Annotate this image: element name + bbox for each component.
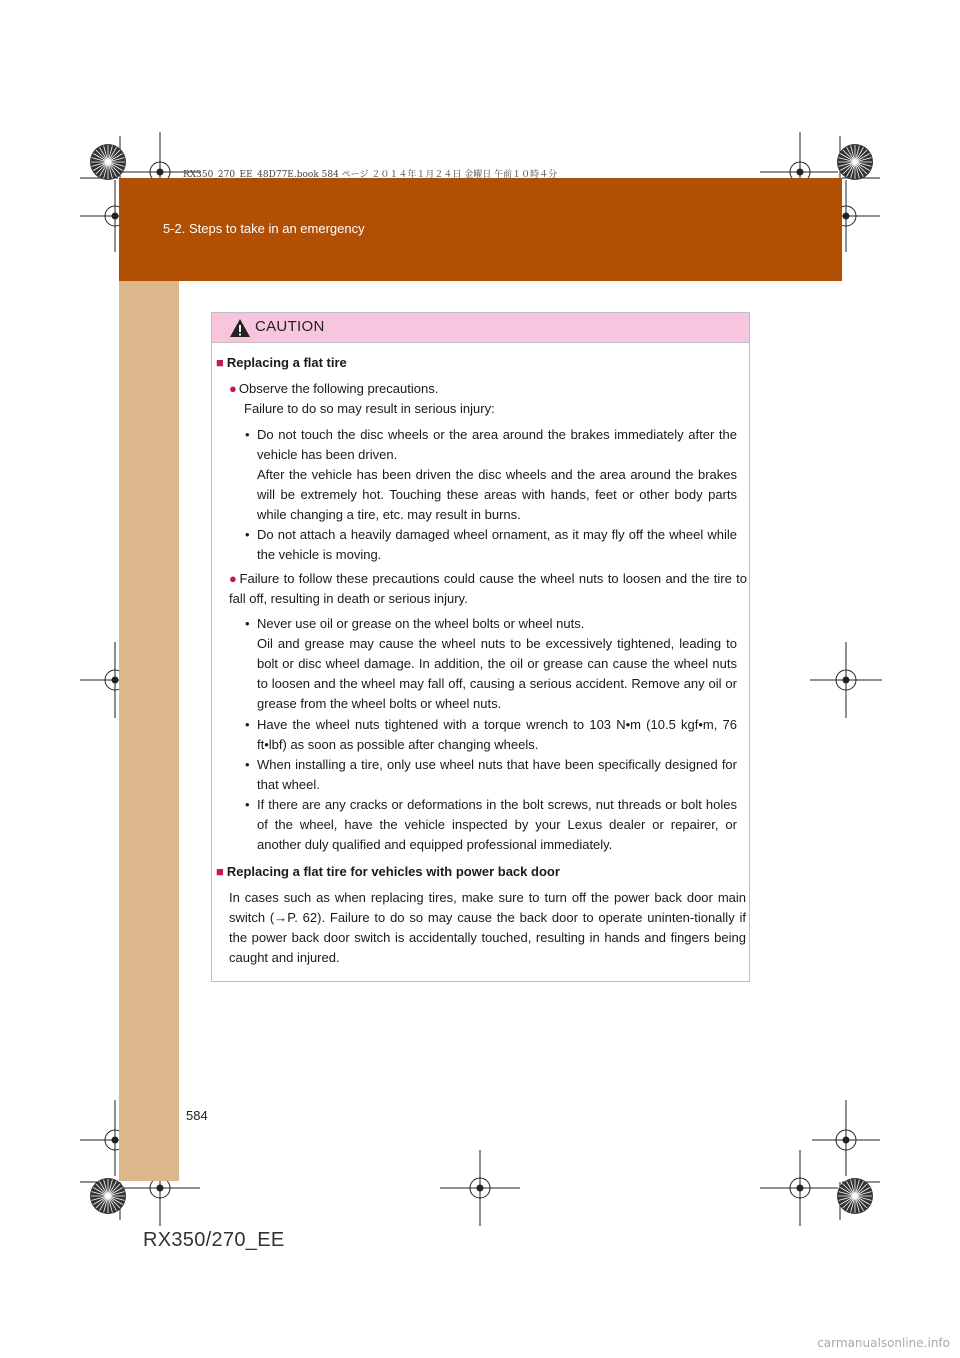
model-code: RX350/270_EE [143, 1229, 285, 1251]
caution-box [211, 312, 750, 982]
list-item: • If there are any cracks or deformations in the bolt screws, nut threads or bolt holes of the wheel, have the vehicle inspected by your Lexus dealer or repairer, or another duly qualified and equipped professional immediately. [245, 797, 737, 852]
square-bullet-icon: ■ [216, 864, 224, 879]
section-heading: ■ Replacing a flat tire for vehicles with power back door [216, 864, 560, 879]
list-item: • When installing a tire, only use wheel nuts that have been specifically designed for that wheel. [245, 757, 737, 792]
list-item: • Do not touch the disc wheels or the area around the brakes immediately after the vehicle has been driven. After the vehicle has been driven the disc wheels and the area around the brakes will be extremely hot. Touching these areas with hands, feet or other body parts while changing a tire, etc. may result in burns. [245, 427, 737, 522]
precaution-point: ● Observe the following precautions. Failure to do so may result in serious injury: [229, 381, 495, 416]
list-item: • Have the wheel nuts tightened with a torque wrench to 103 N•m (10.5 kgf•m, 76 ft•lbf) as soon as possible after changing wheels. [245, 717, 737, 752]
circle-bullet-icon: ● [229, 571, 238, 586]
caution-title: CAUTION [255, 318, 325, 335]
section-body: In cases such as when replacing tires, make sure to turn off the power back door main switch (→P. 62). Failure to do so may cause the back door to operate uninten-tionally if the power back door switch is accidentally touched, resulting in hands and fingers being caught and injured. [229, 890, 746, 965]
square-bullet-icon: ■ [216, 355, 224, 370]
warning-triangle-icon [229, 318, 251, 338]
caution-header [212, 313, 749, 343]
list-item: • Do not attach a heavily damaged wheel ornament, as it may fly off the wheel while the vehicle is moving. [245, 527, 737, 562]
circle-bullet-icon: ● [229, 381, 237, 396]
side-tab-strip [119, 281, 179, 1181]
page-number: 584 [186, 1108, 208, 1123]
book-meta: RX350_270_EE_48D77E.book 584 ページ ２０１４年１月２４日 金曜日 午前１０時４分 [183, 170, 558, 180]
list-item: • Never use oil or grease on the wheel bolts or wheel nuts. Oil and grease may cause the wheel nuts to be excessively tightened, leading to bolt or disc wheel damage. In addition, the oil or grease can cause the wheel nuts to loosen and the wheel may fall off, causing a serious accident. Remove any oil or grease from the wheel bolts or wheel nuts. [245, 616, 737, 711]
watermark: carmanualsonline.info [817, 1336, 950, 1350]
precaution-point: ● Failure to follow these precautions could cause the wheel nuts to loosen and the tire to fall off, resulting in death or serious injury. [229, 571, 747, 606]
section-heading: ■ Replacing a flat tire [216, 355, 347, 370]
section-title: 5-2. Steps to take in an emergency [163, 221, 365, 236]
